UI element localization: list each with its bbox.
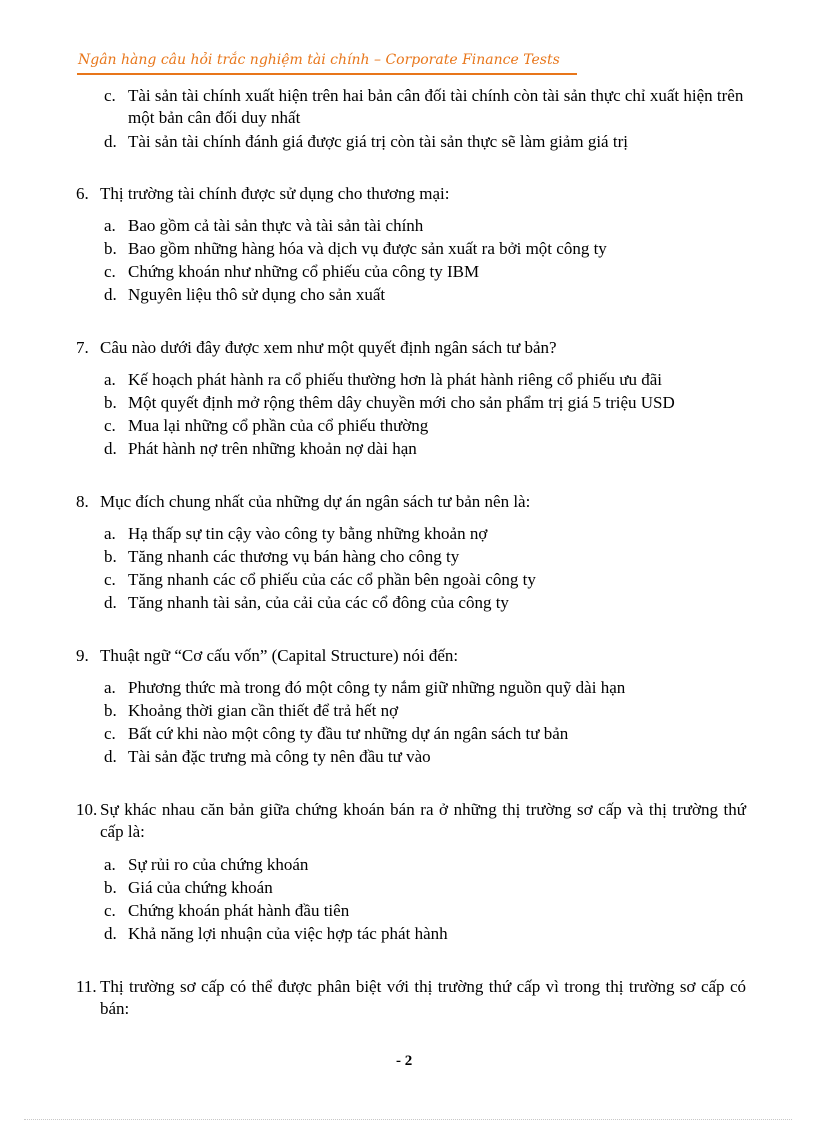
question-number: 8.: [76, 492, 89, 511]
option-item: [104, 746, 754, 768]
option-text: Khả năng lợi nhuận của việc hợp tác phát hành: [128, 924, 448, 943]
option-text: Tài sản tài chính xuất hiện trên hai bản cân đối tài chính còn tài sản thực chỉ xuất hiện trên một bản cân đối duy nhất: [128, 86, 744, 127]
question-9: [76, 645, 746, 667]
option-text: Tăng nhanh tài sản, của cải của các cổ đông của công ty: [128, 593, 509, 612]
option-text: Bất cứ khi nào một công ty đầu tư những dự án ngân sách tư bản: [128, 724, 569, 743]
option-letter: a.: [104, 370, 116, 389]
option-letter: d.: [104, 924, 117, 943]
question-text: Thị trường tài chính được sử dụng cho thương mại:: [100, 184, 450, 203]
option-item: [104, 900, 754, 922]
option-text: Nguyên liệu thô sử dụng cho sản xuất: [128, 285, 386, 304]
option-item: [104, 723, 754, 745]
option-letter: c.: [104, 901, 116, 920]
option-item: [104, 215, 754, 237]
option-item: [104, 546, 754, 568]
question-text: Sự khác nhau căn bản giữa chứng khoán bán ra ở những thị trường sơ cấp và thị trường thứ cấp là:: [100, 800, 746, 841]
option-text: Một quyết định mở rộng thêm dây chuyền mới cho sản phẩm trị giá 5 triệu USD: [128, 393, 675, 412]
option-item: [104, 238, 754, 260]
option-letter: c.: [104, 262, 116, 281]
option-item: [104, 523, 754, 545]
question-text: Câu nào dưới đây được xem như một quyết định ngân sách tư bản?: [100, 338, 557, 357]
option-text: Phát hành nợ trên những khoản nợ dài hạn: [128, 439, 417, 458]
option-letter: b.: [104, 878, 117, 897]
option-text: Phương thức mà trong đó một công ty nắm giữ những nguồn quỹ dài hạn: [128, 678, 626, 697]
option-item: [104, 569, 754, 591]
option-text: Kế hoạch phát hành ra cổ phiếu thường hơn là phát hành riêng cổ phiếu ưu đãi: [128, 370, 662, 389]
option-item: [104, 592, 754, 614]
option-letter: a.: [104, 524, 116, 543]
question-text: Mục đích chung nhất của những dự án ngân sách tư bản nên là:: [100, 492, 531, 511]
option-text: Tài sản đặc trưng mà công ty nên đầu tư vào: [128, 747, 431, 766]
question-number: 7.: [76, 338, 89, 357]
question-number: 6.: [76, 184, 89, 203]
option-item: [104, 877, 754, 899]
option-item: [104, 415, 754, 437]
option-letter: b.: [104, 701, 117, 720]
option-letter: c.: [104, 570, 116, 589]
question-text: Thị trường sơ cấp có thể được phân biệt với thị trường thứ cấp vì trong thị trường sơ cấp có bán:: [100, 977, 746, 1018]
option-letter: d.: [104, 132, 117, 151]
question-number: 9.: [76, 646, 89, 665]
page-bottom-border: [24, 1119, 792, 1120]
option-letter: a.: [104, 678, 116, 697]
option-item: [104, 923, 754, 945]
question-11: [76, 976, 746, 1020]
header-underline: [77, 73, 577, 75]
option-text: Bao gồm cả tài sản thực và tài sản tài chính: [128, 216, 424, 235]
option-item: [104, 854, 754, 876]
question-number: 11.: [76, 977, 97, 996]
question-7: [76, 337, 746, 359]
option-text: Khoảng thời gian cần thiết để trả hết nợ: [128, 701, 399, 720]
option-letter: b.: [104, 393, 117, 412]
option-text: Mua lại những cổ phần của cổ phiếu thường: [128, 416, 429, 435]
option-letter: c.: [104, 86, 116, 105]
option-letter: d.: [104, 439, 117, 458]
option-letter: c.: [104, 416, 116, 435]
option-letter: b.: [104, 239, 117, 258]
option-letter: b.: [104, 547, 117, 566]
option-item: [104, 131, 754, 153]
option-letter: d.: [104, 285, 117, 304]
question-text: Thuật ngữ “Cơ cấu vốn” (Capital Structure) nói đến:: [100, 646, 459, 665]
option-text: Sự rủi ro của chứng khoán: [128, 855, 309, 874]
option-text: Tài sản tài chính đánh giá được giá trị còn tài sản thực sẽ làm giảm giá trị: [128, 132, 628, 151]
option-text: Giá của chứng khoán: [128, 878, 273, 897]
option-letter: a.: [104, 855, 116, 874]
option-item: [104, 85, 754, 129]
option-text: Chứng khoán phát hành đầu tiên: [128, 901, 350, 920]
question-number: 10.: [76, 800, 98, 819]
option-item: [104, 284, 754, 306]
page-header-title: Ngân hàng câu hỏi trắc nghiệm tài chính – Corporate Finance Tests: [78, 52, 560, 68]
option-text: Chứng khoán như những cổ phiếu của công ty IBM: [128, 262, 480, 281]
option-letter: a.: [104, 216, 116, 235]
question-6: [76, 183, 746, 205]
option-item: [104, 438, 754, 460]
option-text: Bao gồm những hàng hóa và dịch vụ được sản xuất ra bởi một công ty: [128, 239, 607, 258]
option-letter: d.: [104, 747, 117, 766]
question-8: [76, 491, 746, 513]
option-text: Tăng nhanh các thương vụ bán hàng cho công ty: [128, 547, 460, 566]
option-letter: d.: [104, 593, 117, 612]
option-item: [104, 369, 754, 391]
page-number: - 2: [396, 1053, 413, 1069]
option-letter: c.: [104, 724, 116, 743]
option-item: [104, 392, 754, 414]
question-10: [76, 799, 746, 843]
option-item: [104, 677, 754, 699]
option-text: Hạ thấp sự tin cậy vào công ty bằng những khoản nợ: [128, 524, 488, 543]
option-text: Tăng nhanh các cổ phiếu của các cổ phần bên ngoài công ty: [128, 570, 536, 589]
option-item: [104, 700, 754, 722]
option-item: [104, 261, 754, 283]
